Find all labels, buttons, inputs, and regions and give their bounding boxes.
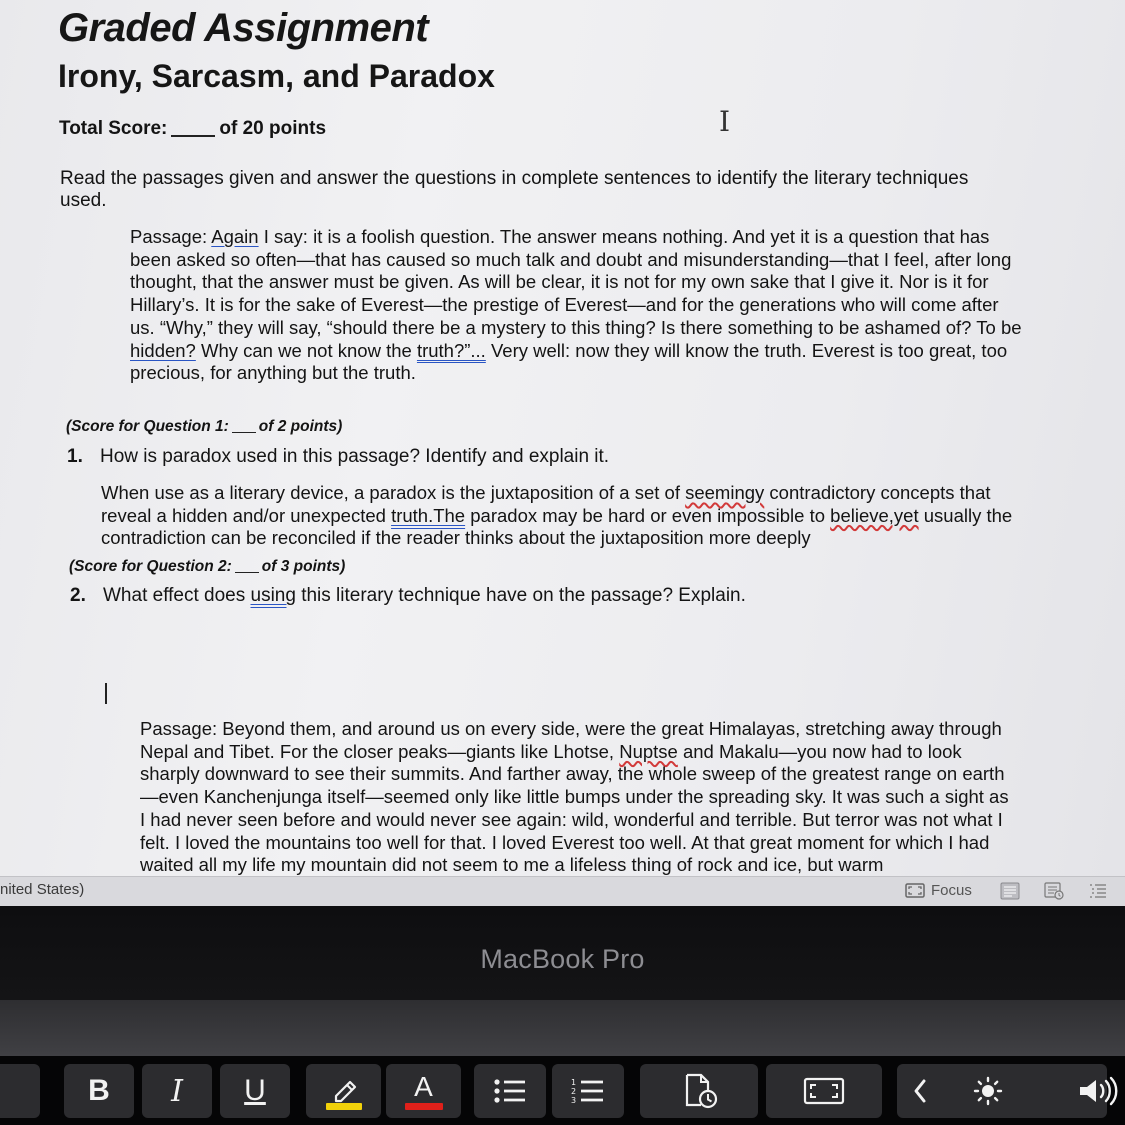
- underline-icon: U: [244, 1074, 266, 1107]
- passage-1-label: Passage:: [130, 226, 208, 247]
- touchbar-brightness-button[interactable]: [962, 1064, 1014, 1118]
- answer-1-text-c: paradox may be hard or even impossible to: [465, 504, 831, 526]
- total-score: [59, 118, 326, 140]
- svg-text:2: 2: [571, 1087, 577, 1096]
- font-color-swatch: [405, 1103, 443, 1110]
- answer-1-text-d: usually the contradiction can be reconciled if the reader thinks about the juxtaposition more deeply: [101, 504, 1013, 549]
- answer-1[interactable]: [101, 482, 1031, 550]
- touchbar-font-color-button[interactable]: [386, 1064, 461, 1118]
- web-layout-view-icon[interactable]: [1043, 882, 1065, 900]
- document-subtitle: Irony, Sarcasm, and Paradox: [58, 58, 495, 94]
- language-indicator[interactable]: nited States): [0, 881, 85, 898]
- passage-2-label: Passage:: [140, 718, 218, 739]
- passage-1-text-c: Very well: now they will know the truth. Everest is too great, too precious, for anything but the truth.: [130, 339, 1008, 384]
- touchbar-bullet-list-button[interactable]: [474, 1064, 546, 1118]
- total-score-suffix: of 20 points: [219, 118, 327, 139]
- passage-1-text-b: Why can we not know the: [195, 339, 417, 361]
- passage-1: [130, 226, 1022, 385]
- chevron-left-icon: [912, 1078, 928, 1104]
- passage-2: [140, 718, 1010, 876]
- touchbar-full-screen-button[interactable]: [766, 1064, 882, 1118]
- bold-icon: B: [88, 1074, 110, 1107]
- bullet-list-icon: [493, 1077, 527, 1105]
- question-1-score-prefix: (Score for Question 1:: [66, 418, 229, 435]
- italic-icon: I: [171, 1073, 183, 1109]
- svg-text:1: 1: [571, 1078, 577, 1087]
- passage-2-text-a: Beyond them, and around us on every side, were the great Himalayas, stretching away through Nepal and Tibet. For the closer peaks—giants like Lhotse,: [140, 718, 1002, 762]
- question-1-score: [66, 418, 342, 436]
- focus-label: Focus: [931, 882, 972, 899]
- question-2-number: 2.: [70, 585, 86, 606]
- question-2-text-a: What effect does: [103, 585, 251, 606]
- print-layout-view-icon[interactable]: [999, 882, 1021, 900]
- font-color-icon: A: [414, 1071, 433, 1102]
- instructions: Read the passages given and answer the questions in complete sentences to identify the literary techniques used.: [60, 168, 969, 211]
- brightness-icon: [973, 1076, 1003, 1106]
- text-insertion-caret[interactable]: [105, 683, 107, 704]
- touchbar-bold-button[interactable]: [64, 1064, 134, 1118]
- word-truth[interactable]: truth?”...: [416, 339, 486, 361]
- total-score-prefix: Total Score:: [59, 118, 168, 139]
- score-blank: [235, 572, 259, 573]
- full-screen-icon: [803, 1077, 845, 1105]
- question-2: [70, 585, 746, 607]
- laptop-chassis: [0, 1000, 1125, 1056]
- word-hidden[interactable]: hidden?: [130, 339, 196, 361]
- touchbar-recent-documents-button[interactable]: [640, 1064, 758, 1118]
- question-2-text-b: this literary technique have on the passage? Explain.: [295, 585, 746, 606]
- touchbar-volume-button[interactable]: [1070, 1064, 1125, 1118]
- focus-button[interactable]: [905, 882, 972, 899]
- focus-icon: [905, 883, 925, 898]
- word-seemingy[interactable]: seemingy: [685, 482, 765, 503]
- status-bar: [0, 876, 1125, 906]
- touchbar-expand-button[interactable]: [902, 1064, 938, 1118]
- answer-1-text-a: When use as a literary device, a paradox is the juxtaposition of a set of: [101, 482, 686, 503]
- laptop-brand-label: MacBook Pro: [480, 944, 645, 974]
- document-title: Graded Assignment: [58, 6, 429, 50]
- question-1: [67, 446, 609, 468]
- word-again[interactable]: Again: [211, 226, 259, 247]
- highlighter-icon: [322, 1069, 366, 1113]
- mouse-ibeam-cursor-icon: I: [719, 105, 731, 138]
- outline-view-icon[interactable]: [1087, 882, 1109, 900]
- passage-1-text-a: I say: it is a foolish question. The answer means nothing. And yet it is a question that has been asked so often—that has caused so much talk and doubt and misunderstanding—that I feel, after long thought, that the answer must be given. As will be clear, it is not for my own sake that I give it. Nor is it for Hillary’s. It is for the sake of Everest—the prestige of Everest—and for the generations who will come after us. “Why,” they will say, “should there be a mystery to this thing? Is there something to be ashamed of? To be: [130, 226, 1022, 338]
- word-truth-the[interactable]: truth.The: [391, 504, 466, 526]
- touchbar-italic-button[interactable]: [142, 1064, 212, 1118]
- passage-2-text-b: and Makalu—you now had to look sharply downward to see their summits. And farther away, the whole sweep of the greatest range on earth—even Kanchenjunga itself—seemed only like little bumps under the spreading sky. It was such a sight as I had never seen before and would never see again: wild, wonderful and terrible. But terror was not what I felt. I loved the mountains too well for that. I loved Everest too well. At that great moment for which I had waited all my life my mountain did not seem to me a lifeless thing of rock and ice, but warm: [140, 740, 1009, 876]
- score-blank: [171, 135, 215, 137]
- document-clock-icon: [679, 1073, 719, 1109]
- svg-text:3: 3: [571, 1096, 577, 1105]
- question-2-score: [69, 558, 345, 576]
- word-nuptse[interactable]: Nuptse: [619, 740, 678, 762]
- font-color-group: [405, 1072, 443, 1110]
- touchbar-highlight-button[interactable]: [306, 1064, 381, 1118]
- word-believe-yet[interactable]: believe,yet: [830, 504, 919, 526]
- question-2-score-prefix: (Score for Question 2:: [69, 558, 232, 575]
- question-1-score-suffix: of 2 points): [258, 418, 343, 435]
- question-1-text: How is paradox used in this passage? Identify and explain it.: [100, 446, 610, 467]
- question-1-number: 1.: [67, 446, 83, 467]
- volume-icon: [1076, 1076, 1120, 1106]
- numbered-list-icon: [571, 1076, 605, 1106]
- question-2-score-suffix: of 3 points): [261, 558, 346, 575]
- word-using[interactable]: using: [250, 585, 296, 606]
- touchbar-numbered-list-button[interactable]: [552, 1064, 624, 1118]
- answer-1-text-b: contradictory concepts that reveal a hidden and/or unexpected: [101, 482, 991, 526]
- touchbar-collapse-key[interactable]: [0, 1064, 40, 1118]
- score-blank: [232, 432, 256, 433]
- touchbar-underline-button[interactable]: [220, 1064, 290, 1118]
